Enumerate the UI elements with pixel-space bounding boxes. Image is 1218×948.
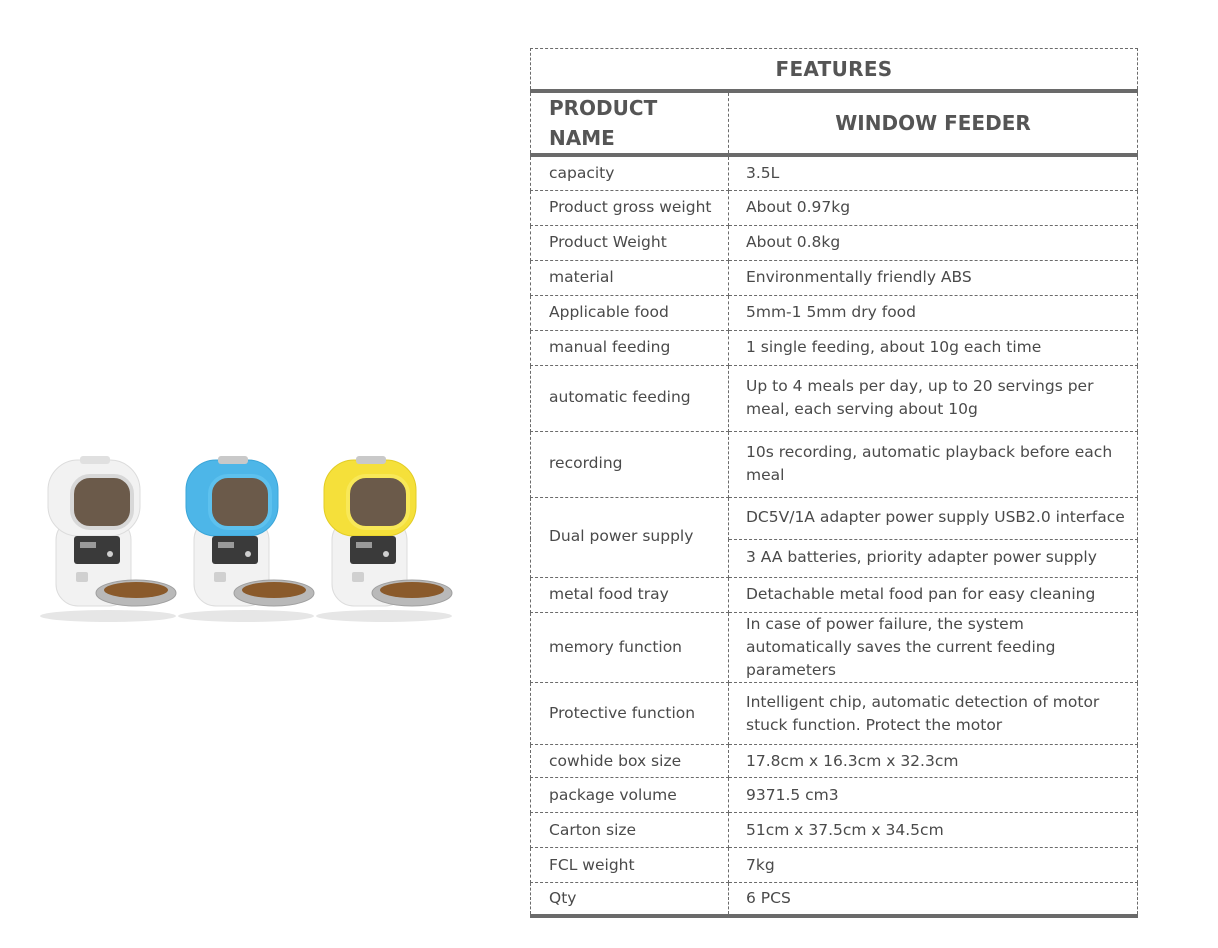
table-row	[531, 365, 1138, 431]
table-row	[531, 848, 1138, 883]
spec-value: Up to 4 meals per day, up to 20 servings per meal, each serving about 10g	[729, 365, 1138, 431]
spec-label: memory function	[531, 612, 729, 683]
blue-feeder-illustration	[166, 448, 316, 623]
spec-value: 3 AA batteries, priority adapter power supply	[729, 539, 1138, 577]
spec-label: Applicable food	[531, 295, 729, 330]
spec-label: Product gross weight	[531, 190, 729, 225]
spec-value: About 0.8kg	[729, 225, 1138, 260]
spec-label: metal food tray	[531, 577, 729, 612]
spec-value: 17.8cm x 16.3cm x 32.3cm	[729, 745, 1138, 778]
spec-label: Qty	[531, 883, 729, 916]
features-table	[530, 48, 1138, 918]
product-name-header: PRODUCT NAME	[531, 91, 729, 155]
spec-label: capacity	[531, 155, 729, 190]
table-row	[531, 225, 1138, 260]
table-row	[531, 612, 1138, 683]
table-row	[531, 778, 1138, 813]
spec-value: 6 PCS	[729, 883, 1138, 916]
spec-label: manual feeding	[531, 330, 729, 365]
spec-value: In case of power failure, the system automatically saves the current feeding parameters	[729, 612, 1138, 683]
table-row	[531, 745, 1138, 778]
table-row	[531, 813, 1138, 848]
spec-value: About 0.97kg	[729, 190, 1138, 225]
table-row	[531, 497, 1138, 539]
spec-label: FCL weight	[531, 848, 729, 883]
table-header-row	[531, 91, 1138, 155]
spec-value: 5mm-1 5mm dry food	[729, 295, 1138, 330]
table-row	[531, 190, 1138, 225]
spec-value: 1 single feeding, about 10g each time	[729, 330, 1138, 365]
table-row	[531, 260, 1138, 295]
spec-value: 7kg	[729, 848, 1138, 883]
table-row	[531, 330, 1138, 365]
spec-value: 51cm x 37.5cm x 34.5cm	[729, 813, 1138, 848]
spec-value: DC5V/1A adapter power supply USB2.0 interface	[729, 497, 1138, 539]
spec-label: recording	[531, 431, 729, 497]
spec-value: Intelligent chip, automatic detection of motor stuck function. Protect the motor	[729, 683, 1138, 745]
product-value-header: WINDOW FEEDER	[729, 91, 1138, 155]
spec-label: automatic feeding	[531, 365, 729, 431]
white-feeder-illustration	[28, 448, 178, 623]
spec-value: 9371.5 cm3	[729, 778, 1138, 813]
table-row	[531, 295, 1138, 330]
spec-label: Protective function	[531, 683, 729, 745]
product-image	[28, 448, 458, 628]
spec-value: 3.5L	[729, 155, 1138, 190]
spec-label: Product Weight	[531, 225, 729, 260]
table-title: FEATURES	[531, 49, 1138, 92]
table-row	[531, 683, 1138, 745]
table-row	[531, 883, 1138, 916]
spec-label: material	[531, 260, 729, 295]
spec-label: package volume	[531, 778, 729, 813]
spec-value: Detachable metal food pan for easy cleaning	[729, 577, 1138, 612]
table-row	[531, 431, 1138, 497]
spec-label: Carton size	[531, 813, 729, 848]
spec-value: Environmentally friendly ABS	[729, 260, 1138, 295]
table-row	[531, 577, 1138, 612]
yellow-feeder-illustration	[304, 448, 454, 623]
spec-label: Dual power supply	[531, 497, 729, 577]
table-title-row	[531, 49, 1138, 92]
spec-label: cowhide box size	[531, 745, 729, 778]
spec-value: 10s recording, automatic playback before each meal	[729, 431, 1138, 497]
table-row	[531, 155, 1138, 190]
